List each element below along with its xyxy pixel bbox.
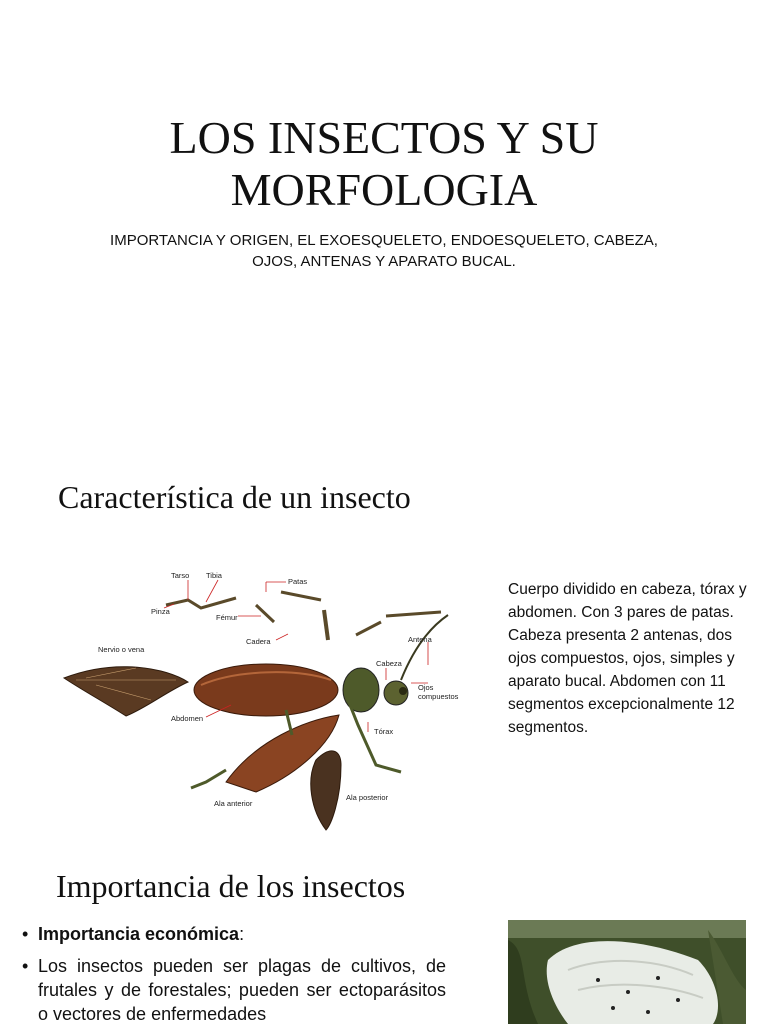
bullet-dot: • bbox=[22, 924, 29, 944]
label-ala-posterior: Ala posterior bbox=[346, 793, 389, 802]
bullet-suffix: : bbox=[239, 924, 245, 944]
compound-eye bbox=[399, 687, 407, 695]
bullet-importancia-economica bbox=[22, 922, 446, 946]
label-tarso: Tarso bbox=[171, 571, 190, 580]
bullet-bold-text: Importancia económica bbox=[38, 924, 240, 944]
slide-subtitle: IMPORTANCIA Y ORIGEN, EL EXOESQUELETO, ENDOESQUELETO, CABEZA, OJOS, ANTENAS Y APARATO BUCAL. bbox=[110, 232, 658, 270]
label-antena: Antena bbox=[408, 635, 432, 644]
label-pinza: Pinza bbox=[151, 607, 170, 616]
thorax-shape bbox=[343, 668, 379, 712]
detached-wing bbox=[64, 667, 188, 716]
label-ala-anterior: Ala anterior bbox=[214, 799, 253, 808]
insect-characteristics-text: Cuerpo dividido en cabeza, tórax y abdomen. Con 3 pares de patas. Cabeza presenta 2 antenas, dos ojos compuestos, ojos, simples y aparato bucal. Abdomen con 11 segmentos excepcionalmente 12 segmentos. bbox=[508, 581, 747, 736]
slide-title: LOS INSECTOS Y SU MORFOLOGIA bbox=[169, 112, 599, 215]
hind-wing bbox=[311, 751, 341, 830]
label-abdomen: Abdomen bbox=[171, 714, 204, 723]
label-torax: Tórax bbox=[374, 727, 394, 736]
label-ojos: Ojos bbox=[418, 683, 434, 692]
label-patas: Patas bbox=[288, 577, 308, 586]
antenna bbox=[401, 615, 448, 680]
section-title-importancia: Importancia de los insectos bbox=[56, 868, 406, 904]
detached-leg-1 bbox=[166, 598, 236, 608]
label-compuestos: compuestos bbox=[418, 692, 459, 701]
label-tibia: Tibia bbox=[206, 571, 222, 580]
bullet-dot: • bbox=[22, 956, 29, 976]
label-cabeza: Cabeza bbox=[376, 659, 402, 668]
insect-nest-photo bbox=[508, 920, 746, 1024]
bullet-text: Los insectos pueden ser plagas de cultivos, de frutales y de forestales; pueden ser ectoparásitos o vectores de enfermedades bbox=[38, 956, 446, 1024]
label-nervio: Nervio o vena bbox=[98, 645, 145, 654]
insect-anatomy-diagram bbox=[56, 560, 476, 840]
detached-leg-3 bbox=[324, 610, 328, 640]
bullet-plagas bbox=[22, 954, 446, 1026]
label-femur: Fémur bbox=[216, 613, 238, 622]
importance-bullet-list bbox=[22, 922, 446, 1034]
detached-leg-2 bbox=[256, 592, 321, 622]
attached-leg-back bbox=[191, 770, 226, 788]
label-cadera: Cadera bbox=[246, 637, 271, 646]
section-title-caracteristicas: Característica de un insecto bbox=[58, 479, 411, 515]
